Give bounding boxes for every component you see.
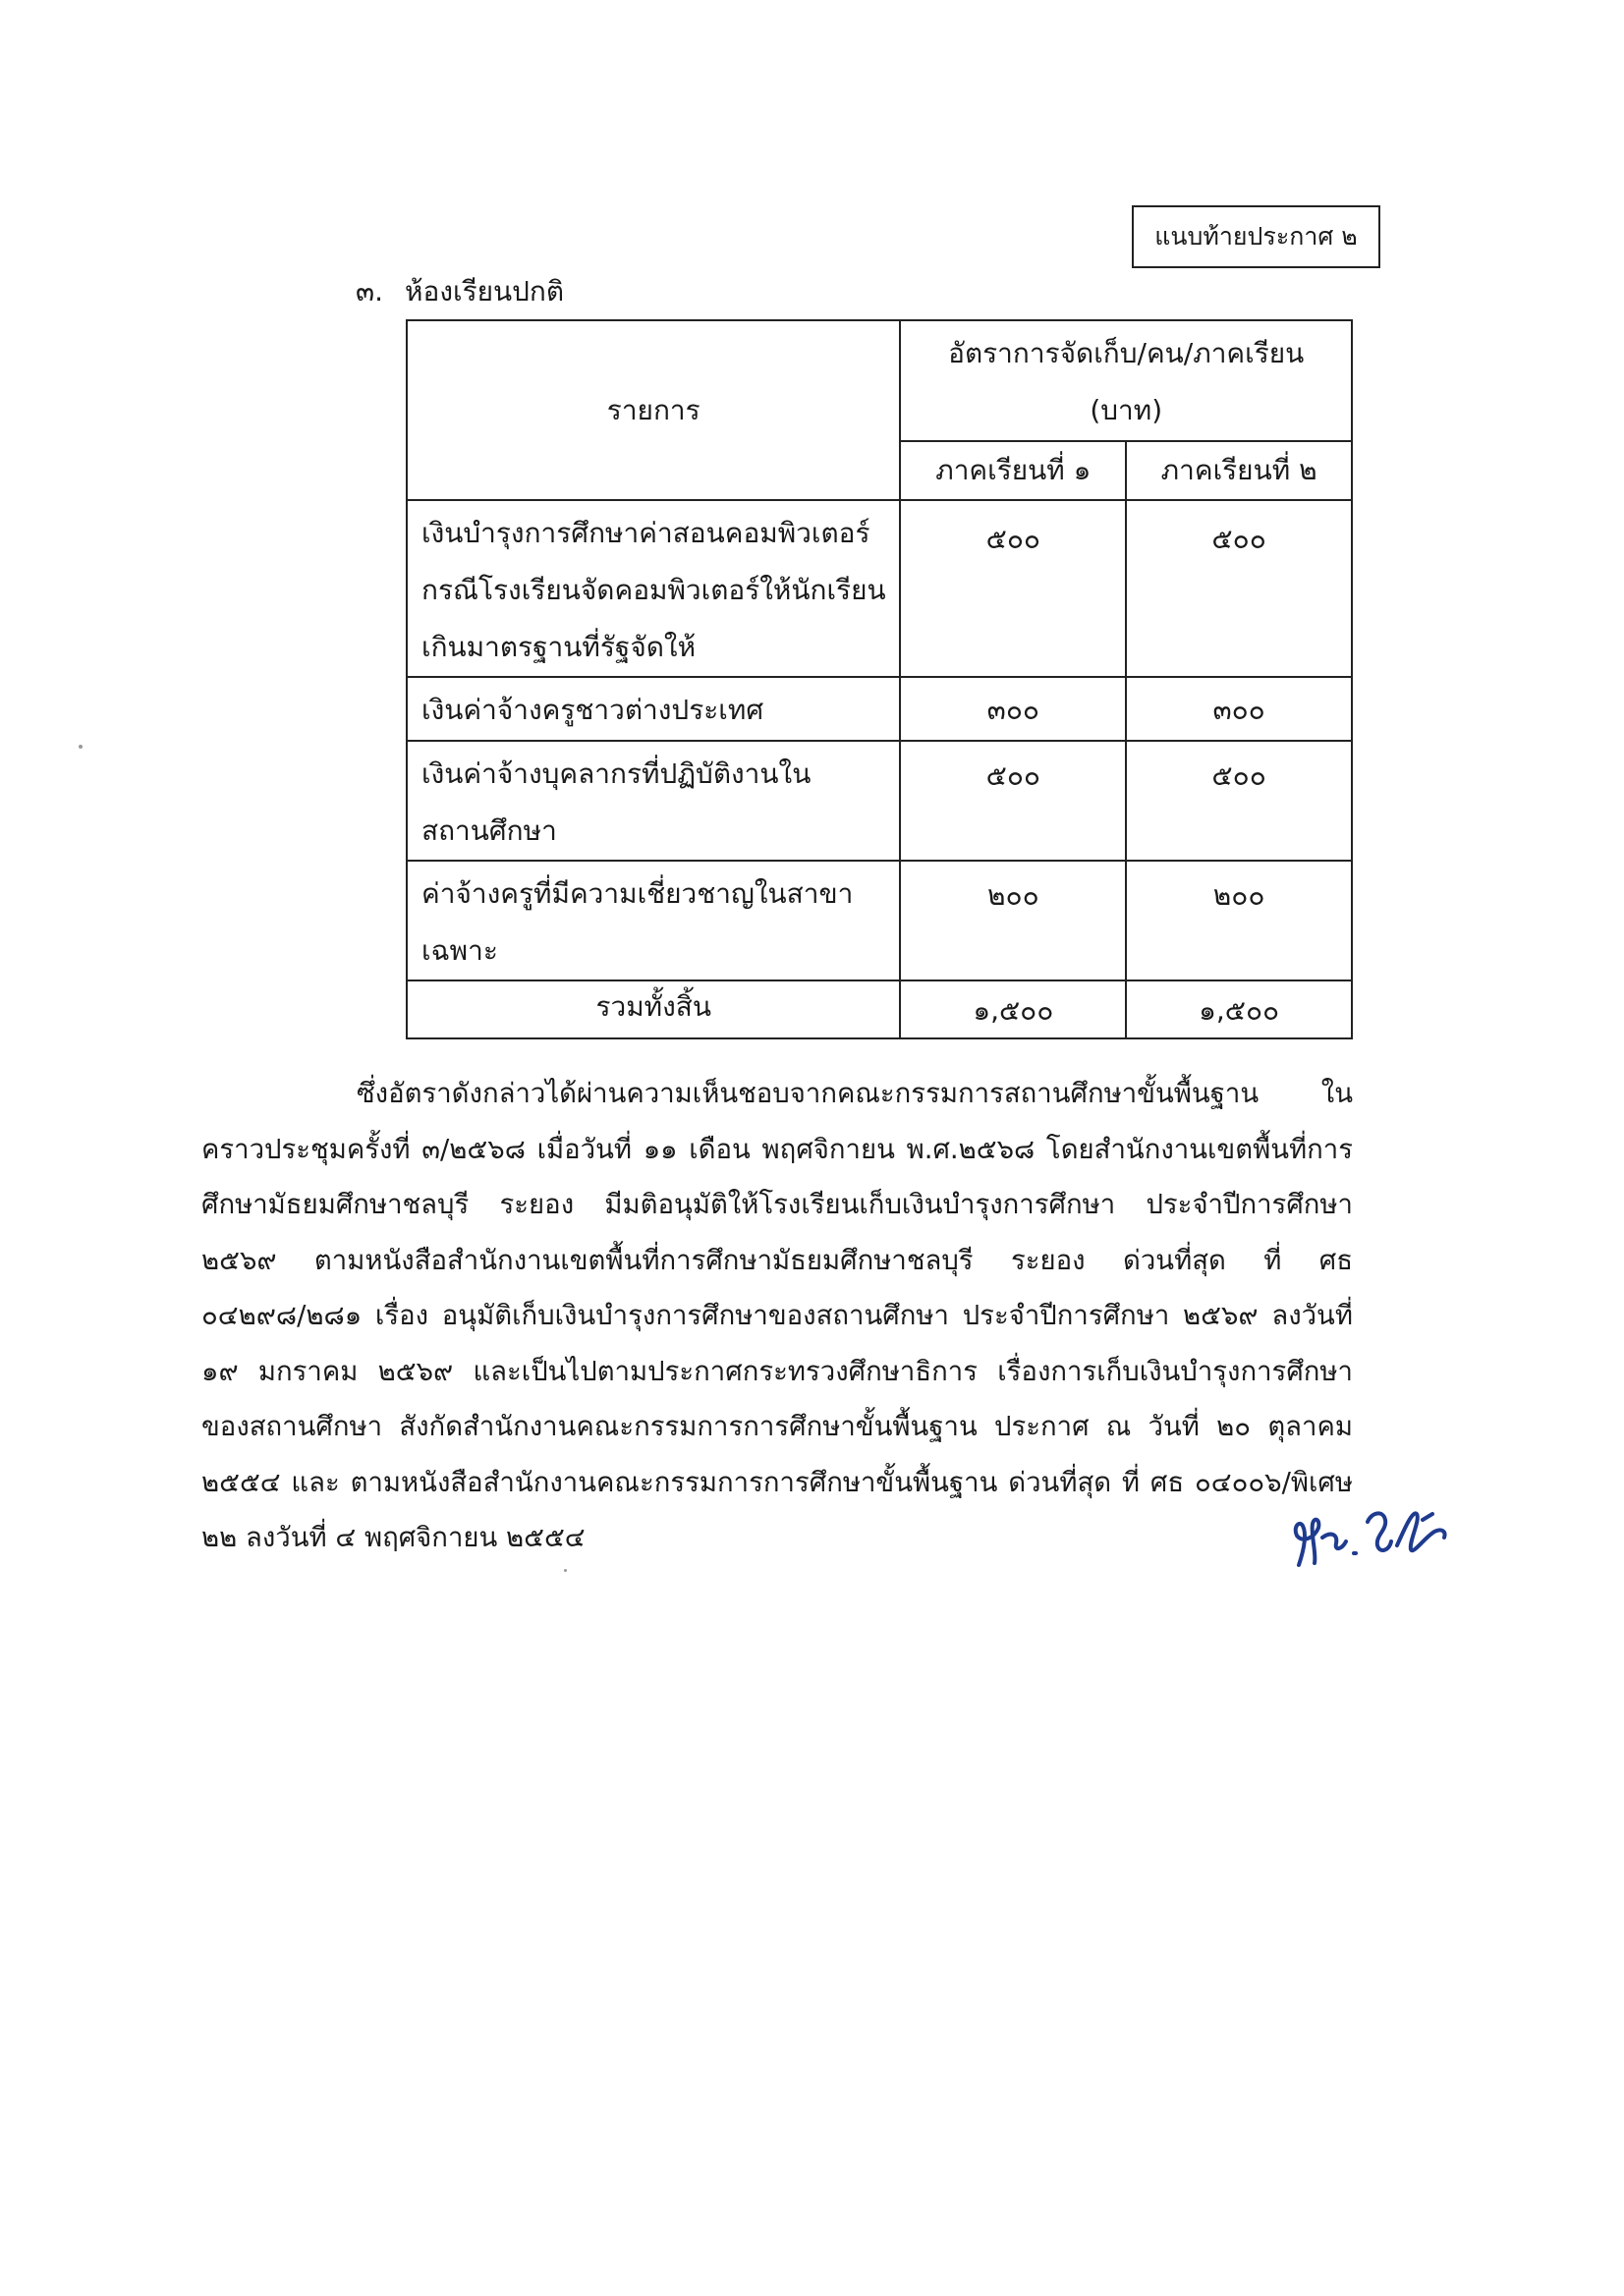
scan-speck [79,745,83,749]
header-item: รายการ [407,320,900,500]
row-item-line: กรณีโรงเรียนจัดคอมพิวเตอร์ให้นักเรียน [421,574,886,606]
row-term2-value: ๒๐๐ [1126,861,1352,980]
total-term1-value: ๑,๕๐๐ [900,980,1126,1038]
header-rate-line1: อัตราการจัดเก็บ/คน/ภาคเรียน [948,337,1305,369]
total-label: รวมทั้งสิ้น [407,980,900,1038]
fee-table [406,319,1353,1039]
table-row [407,861,1352,980]
table-total-row [407,980,1352,1038]
row-item [407,741,900,861]
row-term1-value: ๕๐๐ [900,741,1126,861]
row-item [407,677,900,741]
approval-paragraph [201,1066,1353,1566]
table-header-row [407,320,1352,441]
row-item-line: เฉพาะ [421,934,498,967]
scan-speck [564,1569,567,1572]
header-term2: ภาคเรียนที่ ๒ [1126,441,1352,500]
table-row [407,677,1352,741]
paragraph-text: ซึ่งอัตราดังกล่าวได้ผ่านความเห็นชอบจากคณะกรรมการสถานศึกษาขั้นพื้นฐาน ในคราวประชุมครั้งที่ ๓/๒๕๖๘ เมื่อวันที่ ๑๑ เดือน พฤศจิกายน พ.ศ.๒๕๖๘ โดยสำนักงานเขตพื้นที่การศึกษามัธยมศึกษาชลบุรี ระยอง มีมติอนุมัติให้โรงเรียนเก็บเงินบำรุงการศึกษา ประจำปีการศึกษา ๒๕๖๙ ตามหนังสือสำนักงานเขตพื้นที่การศึกษามัธยมศึกษาชลบุรี ระยอง ด่วนที่สุด ที่ ศธ ๐๔๒๙๘/๒๘๑ เรื่อง อนุมัติเก็บเงินบำรุงการศึกษาของสถานศึกษา ประจำปีการศึกษา ๒๕๖๙ ลงวันที่ ๑๙ มกราคม ๒๕๖๙ และเป็นไปตามประกาศกระทรวงศึกษาธิการ เรื่องการเก็บเงินบำรุงการศึกษาของสถานศึกษา สังกัดสำนักงานคณะกรรมการการศึกษาขั้นพื้นฐาน ประกาศ ณ วันที่ ๒๐ ตุลาคม ๒๕๕๔ และ ตามหนังสือสำนักงานคณะกรรมการการศึกษาขั้นพื้นฐาน ด่วนที่สุด ที่ ศธ ๐๔๐๐๖/พิเศษ ๒๒ ลงวันที่ ๔ พฤศจิกายน ๒๕๕๔ [201,1078,1353,1553]
table-row [407,500,1352,677]
table-row [407,741,1352,861]
row-item-line: เงินค่าจ้างครูชาวต่างประเทศ [421,694,764,726]
header-term1: ภาคเรียนที่ ๑ [900,441,1126,500]
row-term1-value: ๒๐๐ [900,861,1126,980]
row-term2-value: ๕๐๐ [1126,500,1352,677]
row-term1-value: ๓๐๐ [900,677,1126,741]
header-rate [900,320,1352,441]
header-rate-line2: (บาท) [1090,394,1163,426]
row-item-line: สถานศึกษา [421,814,557,847]
row-term2-value: ๓๐๐ [1126,677,1352,741]
section-title: ห้องเรียนปกติ [405,275,565,308]
section-heading [356,270,564,313]
row-term1-value: ๕๐๐ [900,500,1126,677]
row-item-line: เงินบำรุงการศึกษาค่าสอนคอมพิวเตอร์ [421,517,870,549]
row-item-line: ค่าจ้างครูที่มีความเชี่ยวชาญในสาขา [421,877,854,910]
attachment-label: แนบท้ายประกาศ ๒ [1132,205,1380,268]
row-item [407,500,900,677]
total-term2-value: ๑,๕๐๐ [1126,980,1352,1038]
handwritten-signature-icon [1287,1498,1454,1572]
row-item [407,861,900,980]
row-item-line: เกินมาตรฐานที่รัฐจัดให้ [421,631,697,663]
row-item-line: เงินค่าจ้างบุคลากรที่ปฏิบัติงานใน [421,757,812,790]
section-number: ๓. [356,275,384,308]
row-term2-value: ๕๐๐ [1126,741,1352,861]
